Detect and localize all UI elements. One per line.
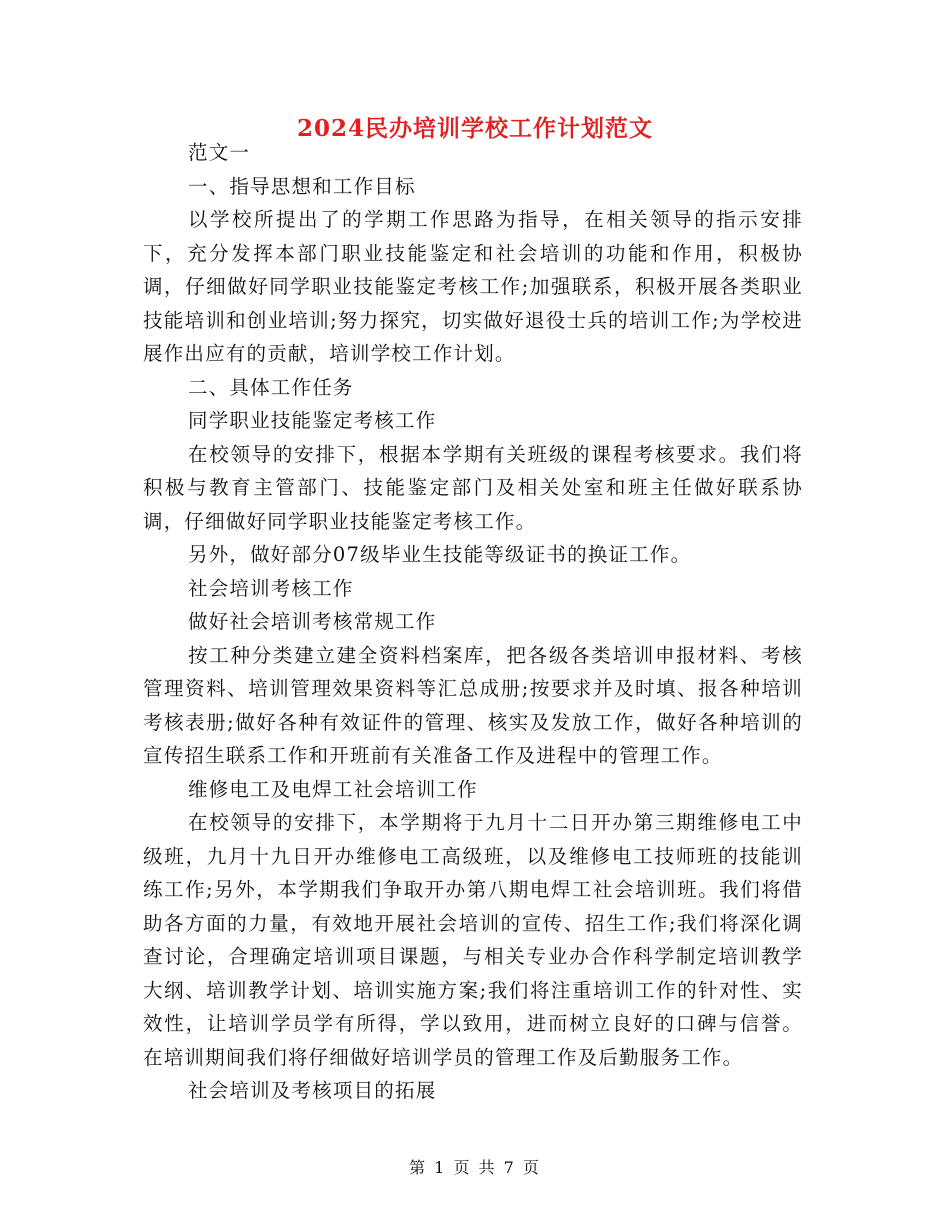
heading-specific-tasks: 二、具体工作任务: [188, 375, 354, 399]
page-footer: 第 1 页 共 7 页: [409, 1158, 541, 1177]
document-body: [143, 136, 803, 1108]
paragraph-sample-one: 范文一: [188, 141, 251, 164]
paragraph-student-assessment: 在校领导的安排下，根据本学期有关班级的课程考核要求。我们将积极与教育主管部门、技能鉴定部门及相关处室和班主任做好联系协调，仔细做好同学职业技能鉴定考核工作。: [143, 442, 803, 533]
subheading-electrician-welder: 维修电工及电焊工社会培训工作: [188, 777, 478, 801]
paragraph-guiding-ideas: 以学校所提出了的学期工作思路为指导，在相关领导的指示安排下，充分发挥本部门职业技能鉴定和社会培训的功能和作用，积极协调，仔细做好同学职业技能鉴定考核工作;加强联系，积极开展各类职业技能培训和创业培训;努力探究，切实做好退役士兵的培训工作;为学校进展作出应有的贡献，培训学校工作计划。: [143, 208, 803, 365]
heading-guiding-ideas: 一、指导思想和工作目标: [188, 174, 416, 198]
paragraph-certificate-renewal: 另外，做好部分07级毕业生技能等级证书的换证工作。: [188, 543, 692, 566]
subheading-project-expansion: 社会培训及考核项目的拓展: [188, 1079, 437, 1102]
subheading-social-training: 社会培训考核工作: [188, 576, 354, 600]
subheading-routine-work: 做好社会培训考核常规工作: [188, 610, 437, 633]
paragraph-routine-work: 按工种分类建立建全资料档案库，把各级各类培训申报材料、考核管理资料、培训管理效果资料等汇总成册;按要求并及时填、报各种培训考核表册;做好各种有效证件的管理、核实及发放工作，做好各种培训的宣传招生联系工作和开班前有关准备工作及进程中的管理工作。: [143, 643, 803, 767]
paragraph-electrician-welder: 在校领导的安排下，本学期将于九月十二日开办第三期维修电工中级班，九月十九日开办维修电工高级班，以及维修电工技师班的技能训练工作;另外，本学期我们争取开办第八期电焊工社会培训班。我们将借助各方面的力量，有效地开展社会培训的宣传、招生工作;我们将深化调查讨论，合理确定培训项目课题，与相关专业办合作科学制定培训教学大纲、培训教学计划、培训实施方案;我们将注重培训工作的针对性、实效性，让培训学员学有所得，学以致用，进而树立良好的口碑与信誉。在培训期间我们将仔细做好培训学员的管理工作及后勤服务工作。: [143, 811, 803, 1069]
subheading-student-assessment: 同学职业技能鉴定考核工作: [188, 409, 437, 432]
document-title: 2024民办培训学校工作计划范文: [296, 115, 653, 142]
